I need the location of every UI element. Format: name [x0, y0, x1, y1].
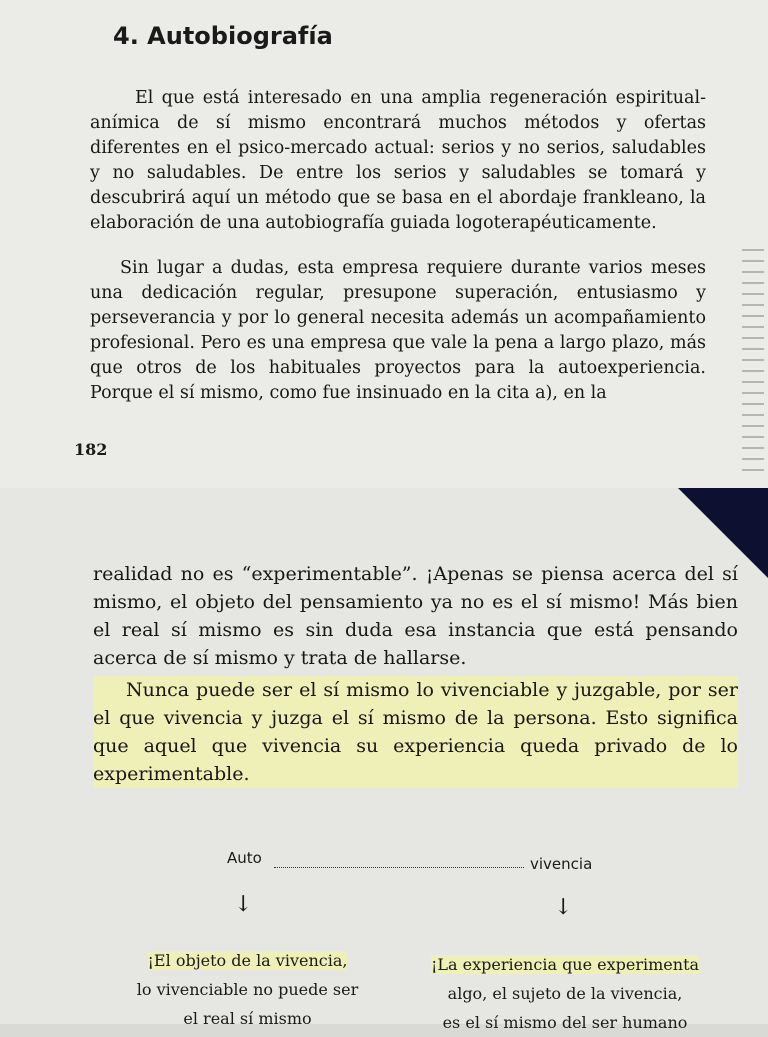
diagram-right-word: vivencia [530, 855, 593, 873]
upper-page [0, 0, 768, 488]
right-box-line-1: ¡La experiencia que experimenta [430, 955, 700, 974]
page-edge-shadow [742, 240, 764, 480]
right-box-line-2: algo, el sujeto de la vivencia, [447, 984, 683, 1003]
dotted-connector [274, 867, 524, 868]
left-box-line-3: el real sí mismo [183, 1009, 312, 1028]
page-number: 182 [74, 440, 108, 459]
paragraph-3: realidad no es “experimentable”. ¡Apenas se piensa acerca del sí mismo, el objeto del pensamiento ya no es el sí mismo! Más bien el real sí mismo es sin duda esa instancia que está pensando acerca de sí mismo y trata de hallarse. [93, 563, 738, 669]
left-box-line-1: ¡El objeto de la vivencia, [147, 951, 348, 970]
left-box-line-2: lo vivenciable no puede ser [136, 980, 359, 999]
right-box-line-3: es el sí mismo del ser humano [442, 1013, 688, 1032]
section-heading: 4. Autobiografía [113, 22, 333, 50]
diagram-left-word: Auto [227, 849, 262, 867]
paragraph-2: Sin lugar a dudas, esta empresa requiere durante varios meses una dedicación regular, presupone superación, entusiasmo y perseverancia y por lo general necesita además un acompañamiento profesional. Pero es una empresa que vale la pena a largo plazo, más que otros de los habituales proyectos para la autoexperiencia. Porque el sí mismo, como fue insinuado en la cita a), en la [90, 258, 706, 403]
paragraph-4: Nunca puede ser el sí mismo lo vivenciable y juzgable, por ser el que vivencia y juzga el sí mismo de la persona. Esto significa que aquel que vivencia su experiencia queda privado de lo experimentable. [93, 676, 738, 788]
paragraph-1: El que está interesado en una amplia regeneración espiritual-anímica de sí mismo encontrará muchos métodos y ofertas diferentes en el psico-mercado actual: serios y no serios, saludables y no saludables. De entre los serios y saludables se tomará y descubrirá aquí un método que se basa en el abordaje frankleano, la elaboración de una autobiografía guiada logoterapéuticamente. [90, 88, 706, 233]
diagram-left-box [115, 946, 380, 1033]
down-arrow-icon: ↓ [554, 895, 573, 920]
down-arrow-icon: ↓ [234, 892, 253, 917]
